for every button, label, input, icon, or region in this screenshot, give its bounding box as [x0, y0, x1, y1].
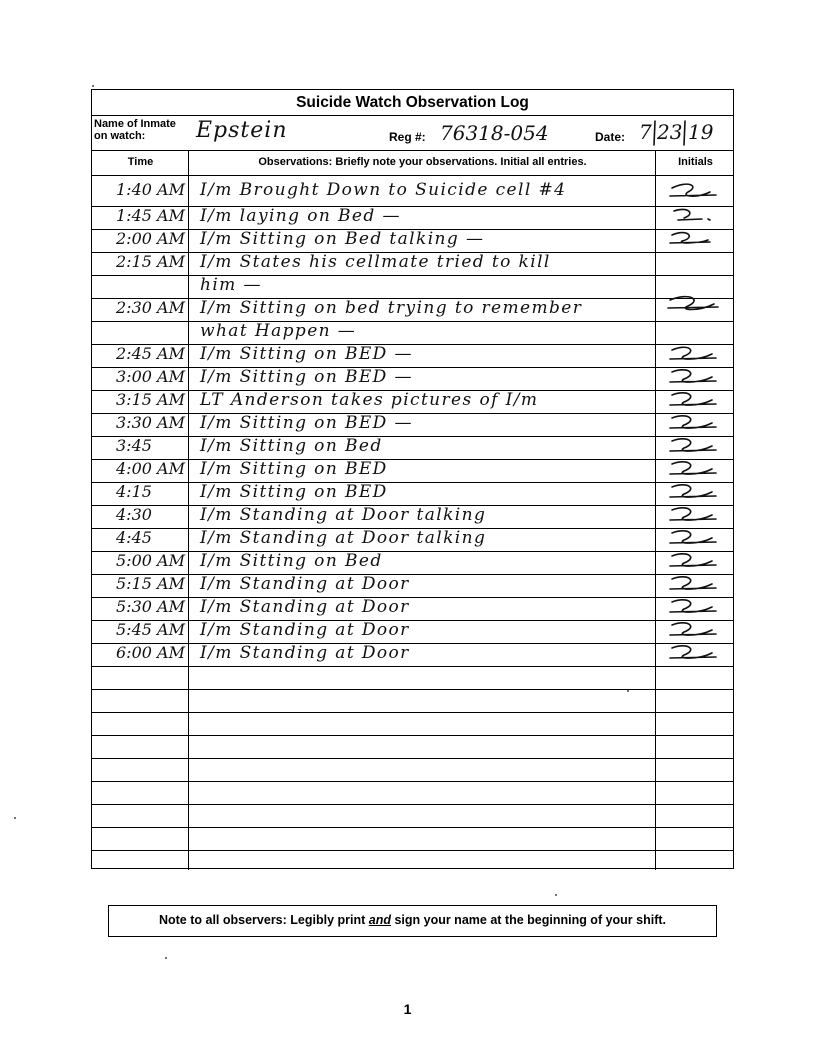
- entry-observation: I/m States his cellmate tried to kill: [200, 252, 551, 272]
- initials-scrawl: [670, 393, 716, 405]
- entry-observation: I/m Sitting on BED —: [200, 344, 413, 364]
- entry-time: 6:00 AM: [116, 643, 185, 662]
- row-rule: [92, 551, 733, 552]
- entry-observation: I/m Standing at Door: [200, 597, 410, 617]
- entry-time: 5:45 AM: [116, 620, 185, 639]
- entry-observation: I/m Sitting on BED —: [200, 413, 413, 433]
- entry-time: 2:30 AM: [116, 298, 185, 317]
- time-column-header: Time: [127, 156, 154, 168]
- entry-observation: I/m Standing at Door talking: [200, 528, 487, 548]
- initials-scrawl: [670, 439, 716, 451]
- entry-observation: I/m Standing at Door: [200, 620, 410, 640]
- initials-scrawl: [670, 416, 716, 428]
- entry-time: 5:30 AM: [116, 597, 185, 616]
- entry-observation: I/m Sitting on Bed: [200, 551, 383, 571]
- entry-time: 5:00 AM: [116, 551, 185, 570]
- row-rule: [92, 712, 733, 713]
- entry-time: 3:15 AM: [116, 390, 185, 409]
- initials-column-rule: [655, 150, 656, 870]
- entry-time: 4:45: [116, 528, 152, 547]
- entry-time: 2:15 AM: [116, 252, 185, 271]
- title-divider: [92, 115, 733, 116]
- row-rule: [92, 781, 733, 782]
- entry-observation: I/m Standing at Door: [200, 643, 410, 663]
- observation-log-form: [91, 89, 734, 869]
- scan-speck: [627, 690, 629, 692]
- row-rule: [92, 597, 733, 598]
- scan-speck: [165, 957, 167, 959]
- initials-scrawl: [670, 233, 710, 244]
- entry-observation: I/m Sitting on Bed talking —: [200, 229, 485, 249]
- note-text-before: Note to all observers: Legibly print: [158, 913, 369, 927]
- row-rule: [92, 643, 733, 644]
- initials-column-header: Initials: [678, 156, 713, 168]
- row-rule: [92, 804, 733, 805]
- entry-observation: what Happen —: [200, 321, 357, 341]
- row-rule: [92, 436, 733, 437]
- date-separator-strokes: [652, 118, 692, 148]
- inmate-name-label: Name of Inmate on watch:: [94, 118, 176, 142]
- initials-scrawl: [670, 485, 716, 497]
- entry-observation: I/m laying on Bed —: [200, 206, 401, 226]
- entry-time: 4:30: [116, 505, 152, 524]
- entry-time: 4:15: [116, 482, 152, 501]
- scan-speck: [14, 817, 16, 819]
- initials-scrawl: [670, 184, 716, 196]
- initials-scrawl: [670, 370, 716, 382]
- row-rule: [92, 689, 733, 690]
- initials-column-marks: [658, 178, 732, 668]
- initials-scrawl: [670, 508, 716, 520]
- row-rule: [92, 482, 733, 483]
- scan-speck: [92, 85, 94, 87]
- initials-scrawl: [670, 646, 716, 658]
- initials-scrawl: [668, 297, 718, 310]
- entry-observation: I/m Standing at Door: [200, 574, 410, 594]
- entry-observation: I/m Sitting on Bed: [200, 436, 383, 456]
- note-emphasis: and: [368, 913, 391, 927]
- initials-scrawl: [670, 462, 716, 474]
- initials-scrawl: [670, 347, 716, 359]
- observations-column-header: Observations: Briefly note your observations. Initial all entries.: [258, 156, 587, 168]
- page-number: 1: [403, 1001, 412, 1017]
- entry-time: 1:45 AM: [116, 206, 185, 225]
- entry-observation: I/m Sitting on BED —: [200, 367, 413, 387]
- scan-speck: [555, 894, 557, 896]
- initials-scrawl: [670, 600, 716, 612]
- entry-observation: LT Anderson takes pictures of I/m: [200, 390, 539, 410]
- entry-time: 2:45 AM: [116, 344, 185, 363]
- initials-scrawl: [670, 623, 716, 635]
- initials-scrawl: [670, 577, 716, 589]
- entry-observation: him —: [200, 275, 262, 295]
- initials-scrawl: [674, 209, 710, 220]
- reg-number-label: Reg #:: [389, 130, 426, 144]
- form-title: Suicide Watch Observation Log: [296, 94, 529, 111]
- reg-number-value: 76318-054: [440, 121, 549, 145]
- initials-scrawl: [670, 554, 716, 566]
- row-rule: [92, 666, 733, 667]
- entry-observation: I/m Sitting on bed trying to remember: [200, 298, 583, 318]
- row-rule: [92, 735, 733, 736]
- entry-observation: I/m Standing at Door talking: [200, 505, 487, 525]
- date-day: 23: [657, 120, 683, 144]
- inmate-name-value: Epstein: [196, 118, 288, 143]
- entry-observation: I/m Sitting on BED: [200, 459, 388, 479]
- entry-time: 5:15 AM: [116, 574, 185, 593]
- row-rule: [92, 321, 733, 322]
- entry-time: 4:00 AM: [116, 459, 185, 478]
- entry-time: 2:00 AM: [116, 229, 185, 248]
- entry-time: 3:30 AM: [116, 413, 185, 432]
- time-column-rule: [188, 150, 189, 870]
- entry-observation: I/m Brought Down to Suicide cell #4: [200, 180, 567, 200]
- row-rule: [92, 827, 733, 828]
- note-text-after: sign your name at the beginning of your shift.: [390, 913, 666, 927]
- row-rule: [92, 758, 733, 759]
- date-month: 7: [639, 120, 652, 144]
- date-year: 19: [688, 120, 714, 144]
- entry-time: 1:40 AM: [116, 180, 185, 199]
- entry-time: 3:00 AM: [116, 367, 185, 386]
- row-rule: [92, 459, 733, 460]
- initials-scrawl: [670, 531, 716, 543]
- row-rule: [92, 574, 733, 575]
- row-rule: [92, 206, 733, 207]
- row-rule: [92, 275, 733, 276]
- date-label: Date:: [595, 130, 626, 144]
- observer-note: [108, 905, 717, 937]
- entry-observation: I/m Sitting on BED: [200, 482, 388, 502]
- entry-time: 3:45: [116, 436, 152, 455]
- row-rule: [92, 850, 733, 851]
- row-rule: [92, 620, 733, 621]
